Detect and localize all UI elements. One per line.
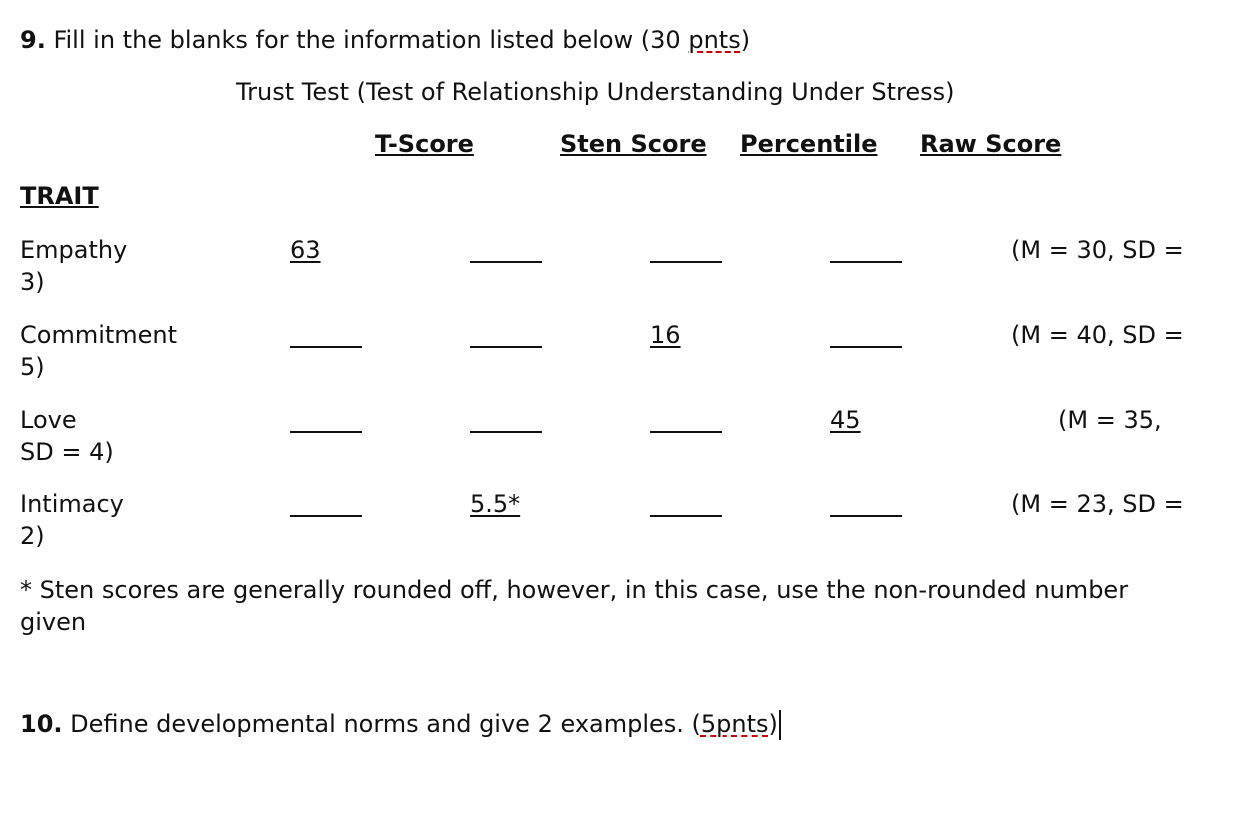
- filled-value-text: 63: [290, 236, 321, 264]
- trait-header: TRAIT: [20, 182, 99, 210]
- mean-sd-text: (M = 40, SD =: [1011, 321, 1184, 349]
- trait-label-continued: 5): [20, 353, 45, 381]
- header-raw-score: Raw Score: [920, 130, 1062, 158]
- header-sten-score: Sten Score: [560, 130, 707, 158]
- filled-value-text: 5.5*: [470, 490, 521, 518]
- table-row-empathy: [20, 234, 127, 298]
- footnote: [20, 574, 1128, 638]
- blank-line-percentile[interactable]: [650, 431, 722, 433]
- blank-line-sten[interactable]: [470, 431, 542, 433]
- filled-value-raw-score: [830, 406, 909, 434]
- question-10-close: ): [768, 710, 778, 738]
- question-9-points: pnts: [688, 26, 741, 54]
- blank-line-raw[interactable]: [830, 346, 902, 348]
- header-percentile: Percentile: [740, 130, 878, 158]
- blank-line-raw[interactable]: [830, 515, 902, 517]
- blank-line-t-score[interactable]: [290, 431, 362, 433]
- filled-value-sten-score: [470, 490, 544, 518]
- blank-line-t-score[interactable]: [290, 346, 362, 348]
- blank-line-sten[interactable]: [470, 261, 542, 263]
- table-row-intimacy: [20, 488, 124, 552]
- mean-sd-text: (M = 23, SD =: [1011, 490, 1184, 518]
- trait-label-continued: SD = 4): [20, 438, 114, 466]
- filled-value-text: 16: [650, 321, 681, 349]
- trait-label: Commitment: [20, 321, 178, 349]
- footnote-line: * Sten scores are generally rounded off, however, in this case, use the non-rounded number: [20, 576, 1129, 604]
- trait-label-continued: 2): [20, 522, 45, 550]
- filled-value-percentile: [650, 321, 729, 349]
- mean-sd-text: (M = 30, SD =: [1011, 236, 1184, 264]
- text-cursor: [779, 710, 781, 740]
- header-t-score: T-Score: [375, 130, 474, 158]
- question-10-points: 5pnts: [700, 710, 769, 738]
- blank-line-percentile[interactable]: [650, 261, 722, 263]
- blank-line-t-score[interactable]: [290, 515, 362, 517]
- trait-label: Love: [20, 406, 77, 434]
- blank-line-sten[interactable]: [470, 346, 542, 348]
- test-title: Trust Test (Test of Relationship Understanding Under Stress): [236, 78, 955, 106]
- table-row-love: [20, 404, 114, 468]
- question-10-heading[interactable]: [20, 710, 781, 740]
- blank-line-percentile[interactable]: [650, 515, 722, 517]
- question-10-text: Define developmental norms and give 2 examples. (: [62, 710, 701, 738]
- filled-value-text: 45: [830, 406, 861, 434]
- blank-line-raw[interactable]: [830, 261, 902, 263]
- trait-label: Intimacy: [20, 490, 124, 518]
- trait-label: Empathy: [20, 236, 128, 264]
- question-9-heading: [20, 26, 750, 54]
- question-10-number: 10.: [20, 710, 63, 738]
- filled-value-t-score: [290, 236, 369, 264]
- question-9-close: ): [740, 26, 751, 54]
- question-9-number: 9.: [20, 26, 46, 54]
- table-row-commitment: [20, 319, 177, 383]
- question-9-text: Fill in the blanks for the information listed below (30: [45, 26, 689, 54]
- mean-sd-text: (M = 35,: [1058, 406, 1162, 434]
- footnote-line: given: [20, 608, 87, 636]
- trait-label-continued: 3): [20, 268, 45, 296]
